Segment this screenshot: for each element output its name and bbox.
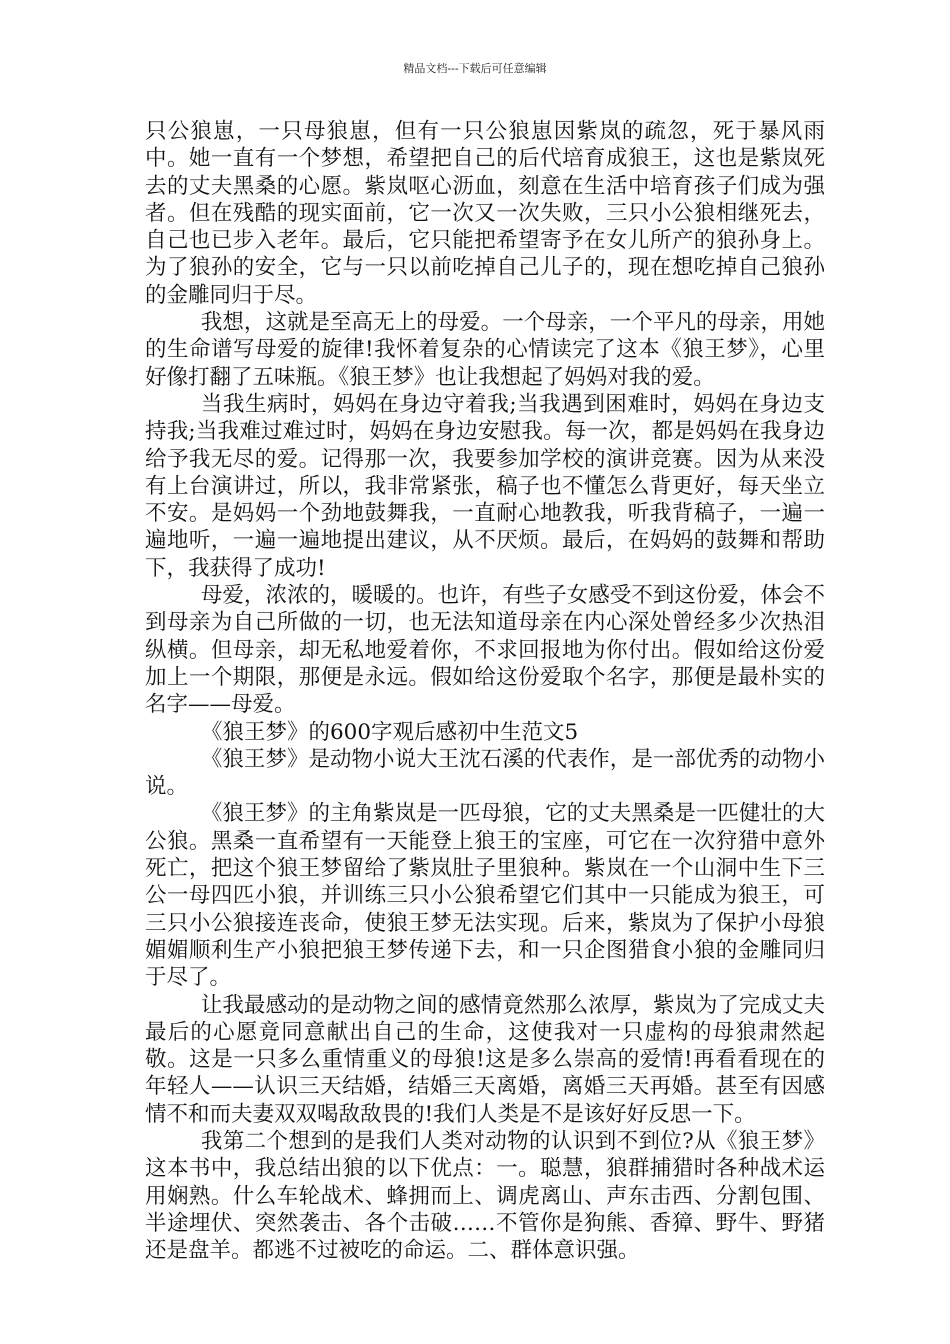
document-body — [145, 118, 825, 1264]
paragraph: 当我生病时，妈妈在身边守着我;当我遇到困难时，妈妈在身边支持我;当我难过难过时，妈妈在身边安慰我。每一次，都是妈妈在我身边给予我无尽的爱。记得那一次，我要参加学校的演讲竞赛。因为从来没有上台演讲过，所以，我非常紧张，稿子也不懂怎么背更好，每天坐立不安。是妈妈一个劲地鼓舞我，一直耐心地教我，听我背稿子，一遍一遍地听，一遍一遍地提出建议，从不厌烦。最后，在妈妈的鼓舞和帮助下，我获得了成功! — [145, 391, 825, 581]
paragraph: 我第二个想到的是我们人类对动物的认识到不到位?从《狼王梦》这本书中，我总结出狼的以下优点：一。聪慧，狼群捕猎时各种战术运用娴熟。什么车轮战术、蜂拥而上、调虎离山、声东击西、分割包围、半途埋伏、突然袭击、各个击破……不管你是狗熊、香獐、野牛、野猪还是盘羊。都逃不过被吃的命运。二、群体意识强。 — [145, 1128, 825, 1264]
paragraph: 《狼王梦》的主角紫岚是一匹母狼，它的丈夫黑桑是一匹健壮的大公狼。黑桑一直希望有一天能登上狼王的宝座，可它在一次狩猎中意外死亡，把这个狼王梦留给了紫岚肚子里狼种。紫岚在一个山洞中生下三公一母四匹小狼，并训练三只小公狼希望它们其中一只能成为狼王，可三只小公狼接连丧命，使狼王梦无法实现。后来，紫岚为了保护小母狼媚媚顺利生产小狼把狼王梦传递下去，和一只企图猎食小狼的金雕同归于尽了。 — [145, 801, 825, 991]
paragraph: 让我最感动的是动物之间的感情竟然那么浓厚，紫岚为了完成丈夫最后的心愿竟同意献出自己的生命，这使我对一只虚构的母狼肃然起敬。这是一只多么重情重义的母狼!这是多么崇高的爱情!再看看现在的年轻人——认识三天结婚，结婚三天离婚，离婚三天再婚。甚至有因感情不和而夫妻双双喝敌敌畏的!我们人类是不是该好好反思一下。 — [145, 992, 825, 1127]
page-header: 精品文档---下载后可任意编辑 — [403, 62, 547, 75]
section-heading: 《狼王梦》的600字观后感初中生范文5 — [201, 719, 579, 745]
paragraph: 《狼王梦》是动物小说大王沈石溪的代表作，是一部优秀的动物小说。 — [145, 746, 825, 800]
paragraph: 母爱，浓浓的，暖暖的。也许，有些子女感受不到这份爱，体会不到母亲为自己所做的一切，也无法知道母亲在内心深处曾经多少次热泪纵横。但母亲，却无私地爱着你，不求回报地为你付出。假如给这份爱加上一个期限，那便是永远。假如给这份爱取个名字，那便是最朴实的名字——母爱。 — [145, 583, 825, 718]
paragraph: 我想，这就是至高无上的母爱。一个母亲，一个平凡的母亲，用她的生命谱写母爱的旋律!我怀着复杂的心情读完了这本《狼王梦》，心里好像打翻了五味瓶。《狼王梦》也让我想起了妈妈对我的爱。 — [145, 310, 825, 390]
paragraph: 只公狼崽，一只母狼崽，但有一只公狼崽因紫岚的疏忽，死于暴风雨中。她一直有一个梦想，希望把自己的后代培育成狼王，这也是紫岚死去的丈夫黑桑的心愿。紫岚呕心沥血，刻意在生活中培育孩子们成为强者。但在残酷的现实面前，它一次又一次失败，三只小公狼相继死去，自己也已步入老年。最后，它只能把希望寄予在女儿所产的狼孙身上。为了狼孙的安全，它与一只以前吃掉自己儿子的，现在想吃掉自己狼孙的金雕同归于尽。 — [145, 119, 825, 308]
